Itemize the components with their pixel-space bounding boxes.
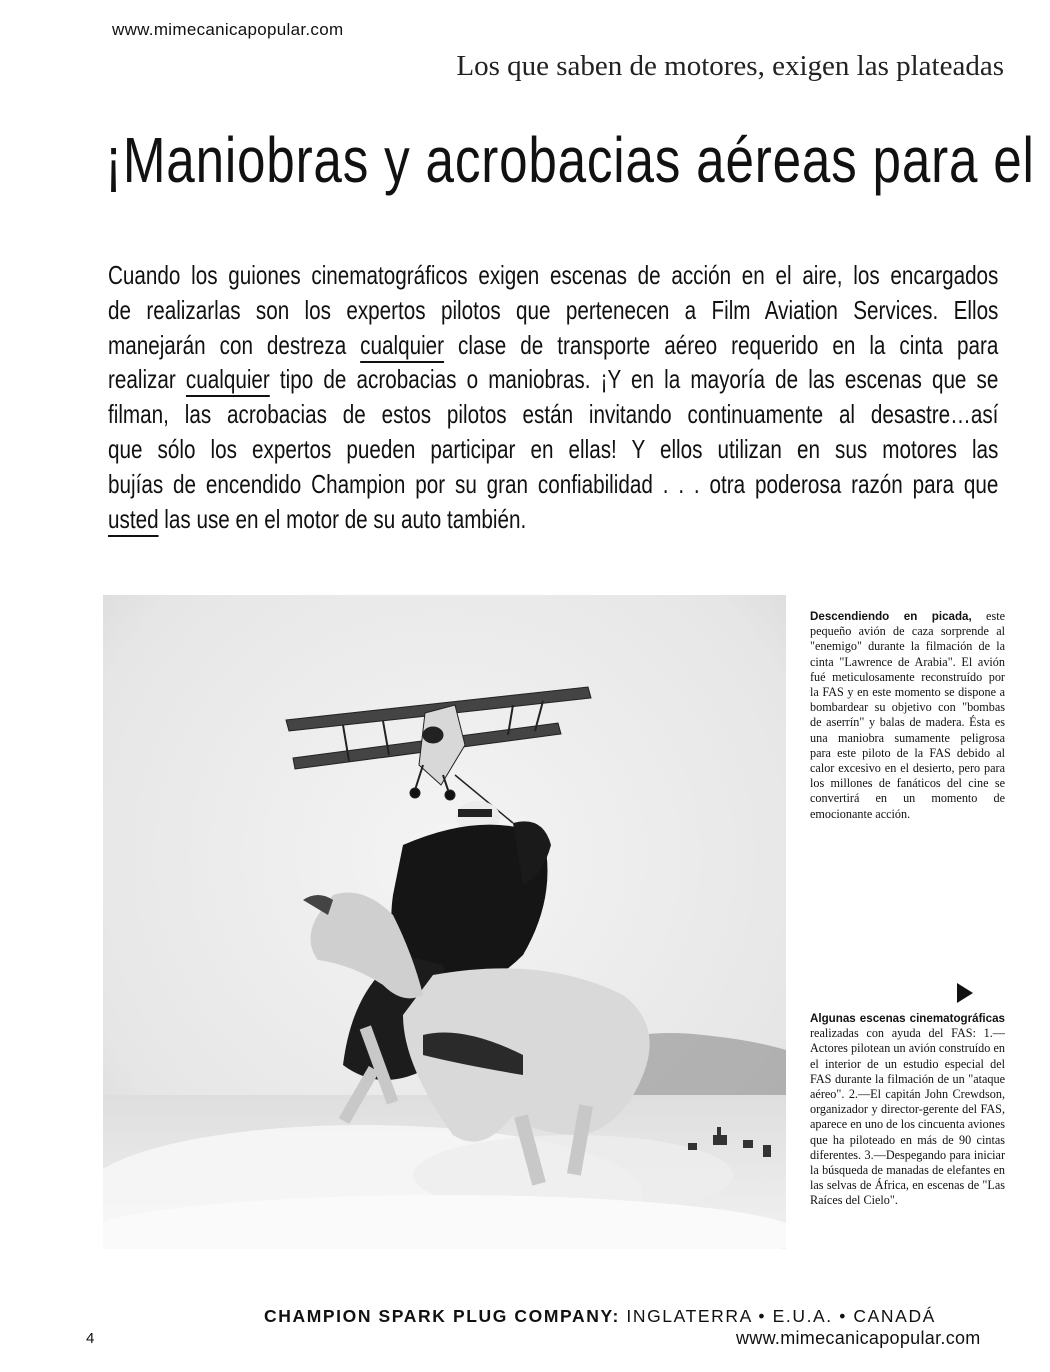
caption2-lead: Algunas escenas cinematográficas [810, 1012, 1005, 1025]
caption2-text: realizadas con ayuda del FAS: 1.—Actores pilotean un avión construído en el interior de un estudio especial del FAS durante la filmación de un "ataque aéreo". 2.—El capitán John Crewdson, organizador y director-gerente del FAS, aparece en uno de los cincuenta aviones que ha piloteado en más de 90 cintas diferentes. 3.—Despegando para iniciar la búsqueda de manadas de elefantes en las selvas de África, en escenas de "Las Raíces del Cielo". [810, 1026, 1005, 1208]
watermark-top: www.mimecanicapopular.com [112, 20, 344, 39]
footer-company-line [264, 1306, 936, 1327]
body-line-8-end: las use en el motor de su auto también. [158, 503, 527, 534]
tagline: Los que saben de motores, exigen las plateadas [456, 50, 1004, 82]
caption1-lead: Descendiendo en picada, [810, 610, 972, 623]
body-line-4 [108, 362, 998, 397]
body-line-3-end: clase de transporte aéreo requerido en la cinta para [444, 329, 999, 360]
right-arrow-icon [957, 983, 973, 1003]
body-line-4-end: tipo de acrobacias o maniobras. ¡Y en la mayoría de las escenas que se [269, 364, 999, 395]
body-line-3-start: manejarán con destreza [108, 329, 361, 360]
footer-company: CHAMPION SPARK PLUG COMPANY: [264, 1306, 620, 1326]
photo-caption-main [810, 609, 1005, 822]
biplane-over-horse-rider-photo [103, 595, 786, 1249]
body-line-5: filman, las acrobacias de estos pilotos están invitando continuamente al desastre…así [108, 399, 999, 430]
caption1-text: este pequeño avión de caza sorprende al "enemigo" durante la filmación de la cinta "Lawrence de Arabia". El avión fué meticulosamente reconstruído por la FAS y en este momento se dispone a bombardear su objetivo con "bombas de aserrín" y balas de madera. Ésta es una maniobra sumamente peligrosa para este piloto de la FAS debido al calor excesivo en el desierto, pero para los millones de fanáticos del cine se convertirá en un momento de emocionante acción. [810, 609, 1005, 821]
watermark-bottom: www.mimecanicapopular.com [736, 1328, 981, 1348]
emphasis-cualquier-1: cualquier [360, 329, 445, 360]
body-line-8 [108, 502, 998, 537]
emphasis-cualquier-2: cualquier [185, 364, 270, 395]
page-number: 4 [86, 1330, 95, 1347]
body-line-1: Cuando los guiones cinematográficos exigen escenas de acción en el aire, los encargados [108, 260, 999, 290]
body-line-6: que sólo los expertos pueden participar en ellas! Y ellos utilizan en sus motores las [108, 433, 999, 464]
emphasis-usted: usted [108, 503, 159, 534]
body-paragraph [108, 258, 998, 536]
headline: ¡Maniobras y acrobacias aéreas para el [105, 124, 1035, 196]
body-line-4-start: realizar [108, 364, 186, 395]
footer-countries: INGLATERRA • E.U.A. • CANADÁ [619, 1306, 936, 1326]
body-line-2: de realizarlas son los expertos pilotos que pertenecen a Film Aviation Services. Ellos [108, 294, 999, 325]
body-line-3 [108, 328, 998, 363]
photo-caption-scenes [810, 1011, 1005, 1209]
body-line-7: bujías de encendido Champion por su gran confiabilidad . . . otra poderosa razón para que [108, 468, 999, 499]
